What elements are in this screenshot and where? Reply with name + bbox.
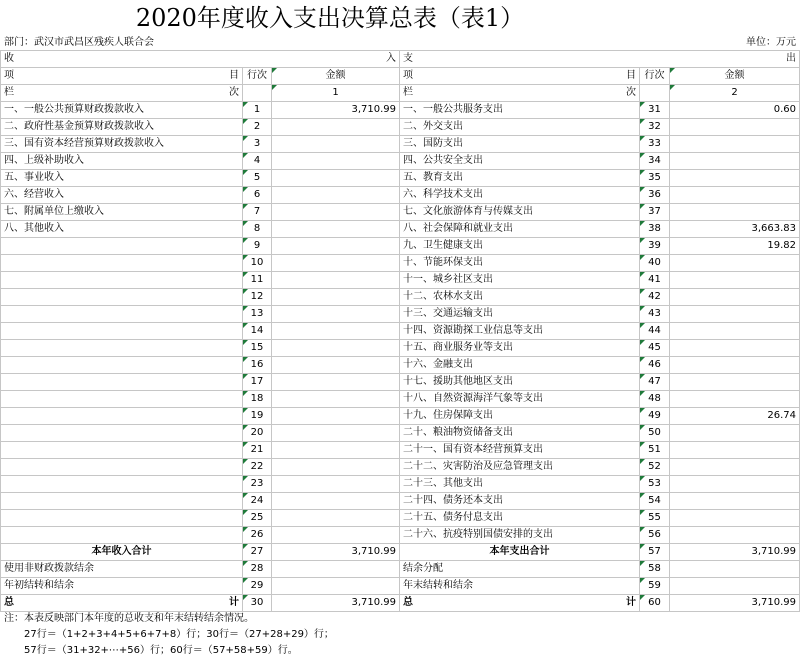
income-grand-total-rowno[interactable]: 30 [243,595,272,612]
expense-rowno[interactable]: 45 [640,340,670,357]
expense-rowno[interactable]: 41 [640,272,670,289]
income-item-label[interactable] [1,323,243,340]
expense-item-label[interactable]: 八、社会保障和就业支出 [400,221,640,238]
expense-item-label[interactable]: 二十二、灾害防治及应急管理支出 [400,459,640,476]
income-item-label[interactable] [1,340,243,357]
income-amount[interactable] [272,527,400,544]
expense-rowno[interactable]: 34 [640,153,670,170]
expense-header-right: 出 [786,53,796,64]
expense-amount[interactable] [670,493,800,510]
expense-item-label[interactable]: 二、外交支出 [400,119,640,136]
income-rowno[interactable]: 7 [243,204,272,221]
income-amount[interactable] [272,153,400,170]
income-amount-header[interactable]: 金额 [272,68,400,85]
budget-table [0,50,800,612]
expense-amount[interactable] [670,357,800,374]
rows-row [1,510,800,527]
expense-item-label[interactable]: 七、文化旅游体育与传媒支出 [400,204,640,221]
income-amount[interactable] [272,357,400,374]
expense-item-label[interactable]: 十九、住房保障支出 [400,408,640,425]
expense-rowno[interactable]: 52 [640,459,670,476]
expense-rowno-header[interactable]: 行次 [640,68,670,85]
income-amount[interactable] [272,391,400,408]
income-amount[interactable] [272,255,400,272]
income-item-label[interactable] [1,357,243,374]
income-grand-total-amount[interactable]: 3,710.99 [272,595,400,612]
income-total-rowno[interactable]: 27 [243,544,272,561]
income-amount[interactable] [272,442,400,459]
income-amount[interactable] [272,578,400,595]
expense-amount[interactable] [670,272,800,289]
income-item-label[interactable] [1,374,243,391]
income-rowno[interactable]: 14 [243,323,272,340]
expense-col-number[interactable]: 2 [670,85,800,102]
expense-rowno[interactable]: 48 [640,391,670,408]
header-row-colnumbers [1,85,800,102]
income-header-left: 收 [4,53,14,64]
expense-amount[interactable] [670,306,800,323]
rows-row [1,153,800,170]
expense-grand-right: 计 [626,597,636,608]
income-amount[interactable] [272,204,400,221]
income-amount[interactable] [272,221,400,238]
expense-total-amount[interactable]: 3,710.99 [670,544,800,561]
income-grand-right: 计 [229,597,239,608]
unit-label: 单位：万元 [746,37,796,48]
expense-amount[interactable] [670,340,800,357]
expense-item-label[interactable]: 二十、粮油物资储备支出 [400,425,640,442]
footnote-line-3: 57行＝（31+32+⋯+56）行；60行＝（57+58+59）行。 [24,645,298,656]
income-amount[interactable] [272,425,400,442]
expense-item-left: 项 [403,70,413,81]
income-item-label[interactable] [1,425,243,442]
income-amount[interactable] [272,374,400,391]
expense-item-label[interactable]: 四、公共安全支出 [400,153,640,170]
expense-item-label[interactable]: 二十一、国有资本经营预算支出 [400,442,640,459]
expense-amount[interactable]: 19.82 [670,238,800,255]
expense-item-label[interactable]: 十七、援助其他地区支出 [400,374,640,391]
income-item-right: 目 [229,70,239,81]
expense-rowno[interactable]: 59 [640,578,670,595]
income-item-label[interactable] [1,306,243,323]
expense-grand-total-label[interactable] [400,595,640,612]
income-rowno[interactable]: 17 [243,374,272,391]
income-rowno[interactable]: 18 [243,391,272,408]
income-amount[interactable] [272,510,400,527]
income-rowno[interactable]: 21 [243,442,272,459]
rows-row [1,221,800,238]
income-rowno[interactable]: 29 [243,578,272,595]
expense-amount[interactable] [670,442,800,459]
expense-rowno[interactable]: 33 [640,136,670,153]
expense-grand-total-rowno[interactable]: 60 [640,595,670,612]
rows-row [1,272,800,289]
expense-item-label[interactable]: 十六、金融支出 [400,357,640,374]
income-rowno[interactable]: 10 [243,255,272,272]
expense-amount[interactable] [670,187,800,204]
expense-amount[interactable]: 3,663.83 [670,221,800,238]
income-rowno-header[interactable]: 行次 [243,68,272,85]
expense-rowno[interactable]: 50 [640,425,670,442]
rows-row [1,493,800,510]
expense-rowno[interactable]: 53 [640,476,670,493]
expense-amount[interactable] [670,119,800,136]
rows-row [1,255,800,272]
totals-row [1,544,800,561]
income-rowno[interactable]: 6 [243,187,272,204]
expense-rowno[interactable]: 46 [640,357,670,374]
expense-amount[interactable] [670,136,800,153]
expense-amount[interactable] [670,459,800,476]
income-amount[interactable] [272,238,400,255]
income-col-right: 次 [229,87,239,98]
income-item-label[interactable] [1,255,243,272]
expense-item-label[interactable]: 结余分配 [400,561,640,578]
income-col-left: 栏 [4,87,14,98]
expense-amount[interactable]: 26.74 [670,408,800,425]
expense-item-label[interactable]: 二十四、债务还本支出 [400,493,640,510]
expense-amount[interactable] [670,476,800,493]
rows-row [1,306,800,323]
expense-col-right: 次 [626,87,636,98]
income-rowno[interactable]: 5 [243,170,272,187]
income-item-label[interactable] [1,527,243,544]
income-grand-total-label[interactable] [1,595,243,612]
income-amount[interactable] [272,289,400,306]
expense-amount[interactable] [670,323,800,340]
rows-row [1,289,800,306]
income-item-label[interactable] [1,442,243,459]
rows-row [1,425,800,442]
income-rowno[interactable]: 11 [243,272,272,289]
expense-grand-total-amount[interactable]: 3,710.99 [670,595,800,612]
expense-item-label[interactable]: 九、卫生健康支出 [400,238,640,255]
expense-item-label[interactable]: 十、节能环保支出 [400,255,640,272]
expense-item-label[interactable]: 十四、资源勘探工业信息等支出 [400,323,640,340]
income-item-label[interactable] [1,238,243,255]
income-rowno[interactable]: 4 [243,153,272,170]
expense-item-label[interactable]: 年末结转和结余 [400,578,640,595]
income-item-label[interactable] [1,289,243,306]
expense-amount[interactable] [670,527,800,544]
expense-amount[interactable] [670,374,800,391]
income-item-label[interactable]: 三、国有资本经营预算财政拨款收入 [1,136,243,153]
income-rowno[interactable]: 12 [243,289,272,306]
rows-row [1,204,800,221]
header-row-income-expense [1,51,800,68]
expense-item-label[interactable]: 五、教育支出 [400,170,640,187]
expense-item-label[interactable]: 十一、城乡社区支出 [400,272,640,289]
income-rowno[interactable]: 24 [243,493,272,510]
grand-total-row [1,595,800,612]
income-rowno[interactable]: 15 [243,340,272,357]
expense-rowno[interactable]: 38 [640,221,670,238]
rows-row [1,374,800,391]
income-item-label[interactable]: 使用非财政拨款结余 [1,561,243,578]
expense-rowno[interactable]: 51 [640,442,670,459]
expense-rowno[interactable]: 32 [640,119,670,136]
expense-header-left: 支 [403,53,413,64]
rows-row [1,357,800,374]
income-item-label[interactable]: 八、其他收入 [1,221,243,238]
income-total-amount[interactable]: 3,710.99 [272,544,400,561]
expense-rowno[interactable]: 54 [640,493,670,510]
expense-total-rowno[interactable]: 57 [640,544,670,561]
income-rowno[interactable]: 26 [243,527,272,544]
extra_rows-row [1,578,800,595]
rows-row [1,238,800,255]
expense-item-label[interactable]: 一、一般公共服务支出 [400,102,640,119]
expense-grand-left: 总 [403,597,413,608]
income-item-label[interactable]: 一、一般公共预算财政拨款收入 [1,102,243,119]
expense-rowno[interactable]: 58 [640,561,670,578]
income-col-number[interactable]: 1 [272,85,400,102]
rows-row [1,391,800,408]
income-item-header[interactable] [1,68,243,85]
expense-rowno[interactable]: 43 [640,306,670,323]
rows-row [1,136,800,153]
income-item-label[interactable] [1,476,243,493]
expense-item-label[interactable]: 二十六、抗疫特别国债安排的支出 [400,527,640,544]
expense-rowno[interactable]: 44 [640,323,670,340]
expense-item-label[interactable]: 十八、自然资源海洋气象等支出 [400,391,640,408]
income-rowno[interactable]: 16 [243,357,272,374]
expense-item-label[interactable]: 二十五、债务付息支出 [400,510,640,527]
income-rowno[interactable]: 2 [243,119,272,136]
expense-item-label[interactable]: 三、国防支出 [400,136,640,153]
income-rowno[interactable]: 13 [243,306,272,323]
expense-item-label[interactable]: 六、科学技术支出 [400,187,640,204]
expense-total-label[interactable]: 本年支出合计 [400,544,640,561]
rows-row [1,119,800,136]
income-item-label[interactable]: 四、上级补助收入 [1,153,243,170]
expense-amount[interactable] [670,510,800,527]
expense-item-label[interactable]: 十三、交通运输支出 [400,306,640,323]
expense-rowno[interactable]: 31 [640,102,670,119]
income-item-label[interactable]: 年初结转和结余 [1,578,243,595]
income-rowno[interactable]: 1 [243,102,272,119]
income-rowno[interactable]: 20 [243,425,272,442]
footnote-line-2: 27行＝（1+2+3+4+5+6+7+8）行；30行＝（27+28+29）行； [24,629,334,640]
expense-item-label[interactable]: 十二、农林水支出 [400,289,640,306]
income-rowno[interactable]: 8 [243,221,272,238]
income-amount[interactable] [272,323,400,340]
income-amount[interactable] [272,187,400,204]
extra_rows-row [1,561,800,578]
income-amount[interactable] [272,476,400,493]
income-amount[interactable] [272,561,400,578]
expense-rowno[interactable]: 49 [640,408,670,425]
income-amount[interactable] [272,459,400,476]
expense-amount[interactable] [670,204,800,221]
income-header-right: 入 [386,53,396,64]
expense-amount[interactable] [670,561,800,578]
income-item-label[interactable]: 五、事业收入 [1,170,243,187]
income-rowno[interactable]: 19 [243,408,272,425]
rows-row [1,340,800,357]
income-header-cell[interactable] [1,51,400,68]
income-item-label[interactable]: 二、政府性基金预算财政拨款收入 [1,119,243,136]
expense-item-header[interactable] [400,68,640,85]
expense-rowno[interactable]: 37 [640,204,670,221]
income-item-left: 项 [4,70,14,81]
expense-item-label[interactable]: 十五、商业服务业等支出 [400,340,640,357]
income-amount[interactable] [272,306,400,323]
rows-row [1,527,800,544]
expense-amount[interactable] [670,153,800,170]
income-item-label[interactable] [1,272,243,289]
rows-row [1,170,800,187]
income-item-label[interactable]: 六、经营收入 [1,187,243,204]
income-amount[interactable] [272,408,400,425]
income-rowno[interactable]: 25 [243,510,272,527]
expense-rowno[interactable]: 39 [640,238,670,255]
income-amount[interactable] [272,493,400,510]
expense-rowno[interactable]: 42 [640,289,670,306]
expense-rowno[interactable]: 47 [640,374,670,391]
expense-item-label[interactable]: 二十三、其他支出 [400,476,640,493]
header-row-columns [1,68,800,85]
expense-amount[interactable] [670,391,800,408]
expense-amount[interactable] [670,255,800,272]
rows-row [1,476,800,493]
income-rowno[interactable]: 3 [243,136,272,153]
department-label: 部门：武汉市武昌区残疾人联合会 [4,37,154,48]
income-amount[interactable] [272,170,400,187]
rows-row [1,323,800,340]
expense-rowno[interactable]: 35 [640,170,670,187]
income-item-label[interactable] [1,459,243,476]
income-amount[interactable]: 3,710.99 [272,102,400,119]
expense-amount[interactable] [670,289,800,306]
expense-col-left: 栏 [403,87,413,98]
income-total-label[interactable]: 本年收入合计 [1,544,243,561]
expense-header-cell[interactable] [400,51,800,68]
footnote-line-1: 注：本表反映部门本年度的总收支和年末结转结余情况。 [4,613,254,624]
income-col-blank[interactable] [243,85,272,102]
expense-amount[interactable] [670,578,800,595]
income-item-label[interactable] [1,408,243,425]
income-amount[interactable] [272,272,400,289]
rows-row [1,408,800,425]
expense-amount[interactable]: 0.60 [670,102,800,119]
income-amount[interactable] [272,119,400,136]
rows-row [1,102,800,119]
expense-amount-header[interactable]: 金额 [670,68,800,85]
expense-rowno[interactable]: 55 [640,510,670,527]
expense-item-right: 目 [626,70,636,81]
expense-amount[interactable] [670,170,800,187]
rows-row [1,187,800,204]
income-amount[interactable] [272,136,400,153]
income-rowno[interactable]: 9 [243,238,272,255]
income-item-label[interactable]: 七、附属单位上缴收入 [1,204,243,221]
rows-row [1,442,800,459]
income-col-header[interactable] [1,85,243,102]
income-item-label[interactable] [1,391,243,408]
income-amount[interactable] [272,340,400,357]
expense-rowno[interactable]: 36 [640,187,670,204]
rows-row [1,459,800,476]
expense-rowno[interactable]: 56 [640,527,670,544]
expense-rowno[interactable]: 40 [640,255,670,272]
expense-amount[interactable] [670,425,800,442]
income-rowno[interactable]: 22 [243,459,272,476]
income-grand-left: 总 [4,597,14,608]
income-rowno[interactable]: 28 [243,561,272,578]
income-rowno[interactable]: 23 [243,476,272,493]
report-title: 2020年度收入支出决算总表（表1） [135,4,525,32]
expense-col-header[interactable] [400,85,640,102]
income-item-label[interactable] [1,510,243,527]
expense-col-blank[interactable] [640,85,670,102]
income-item-label[interactable] [1,493,243,510]
